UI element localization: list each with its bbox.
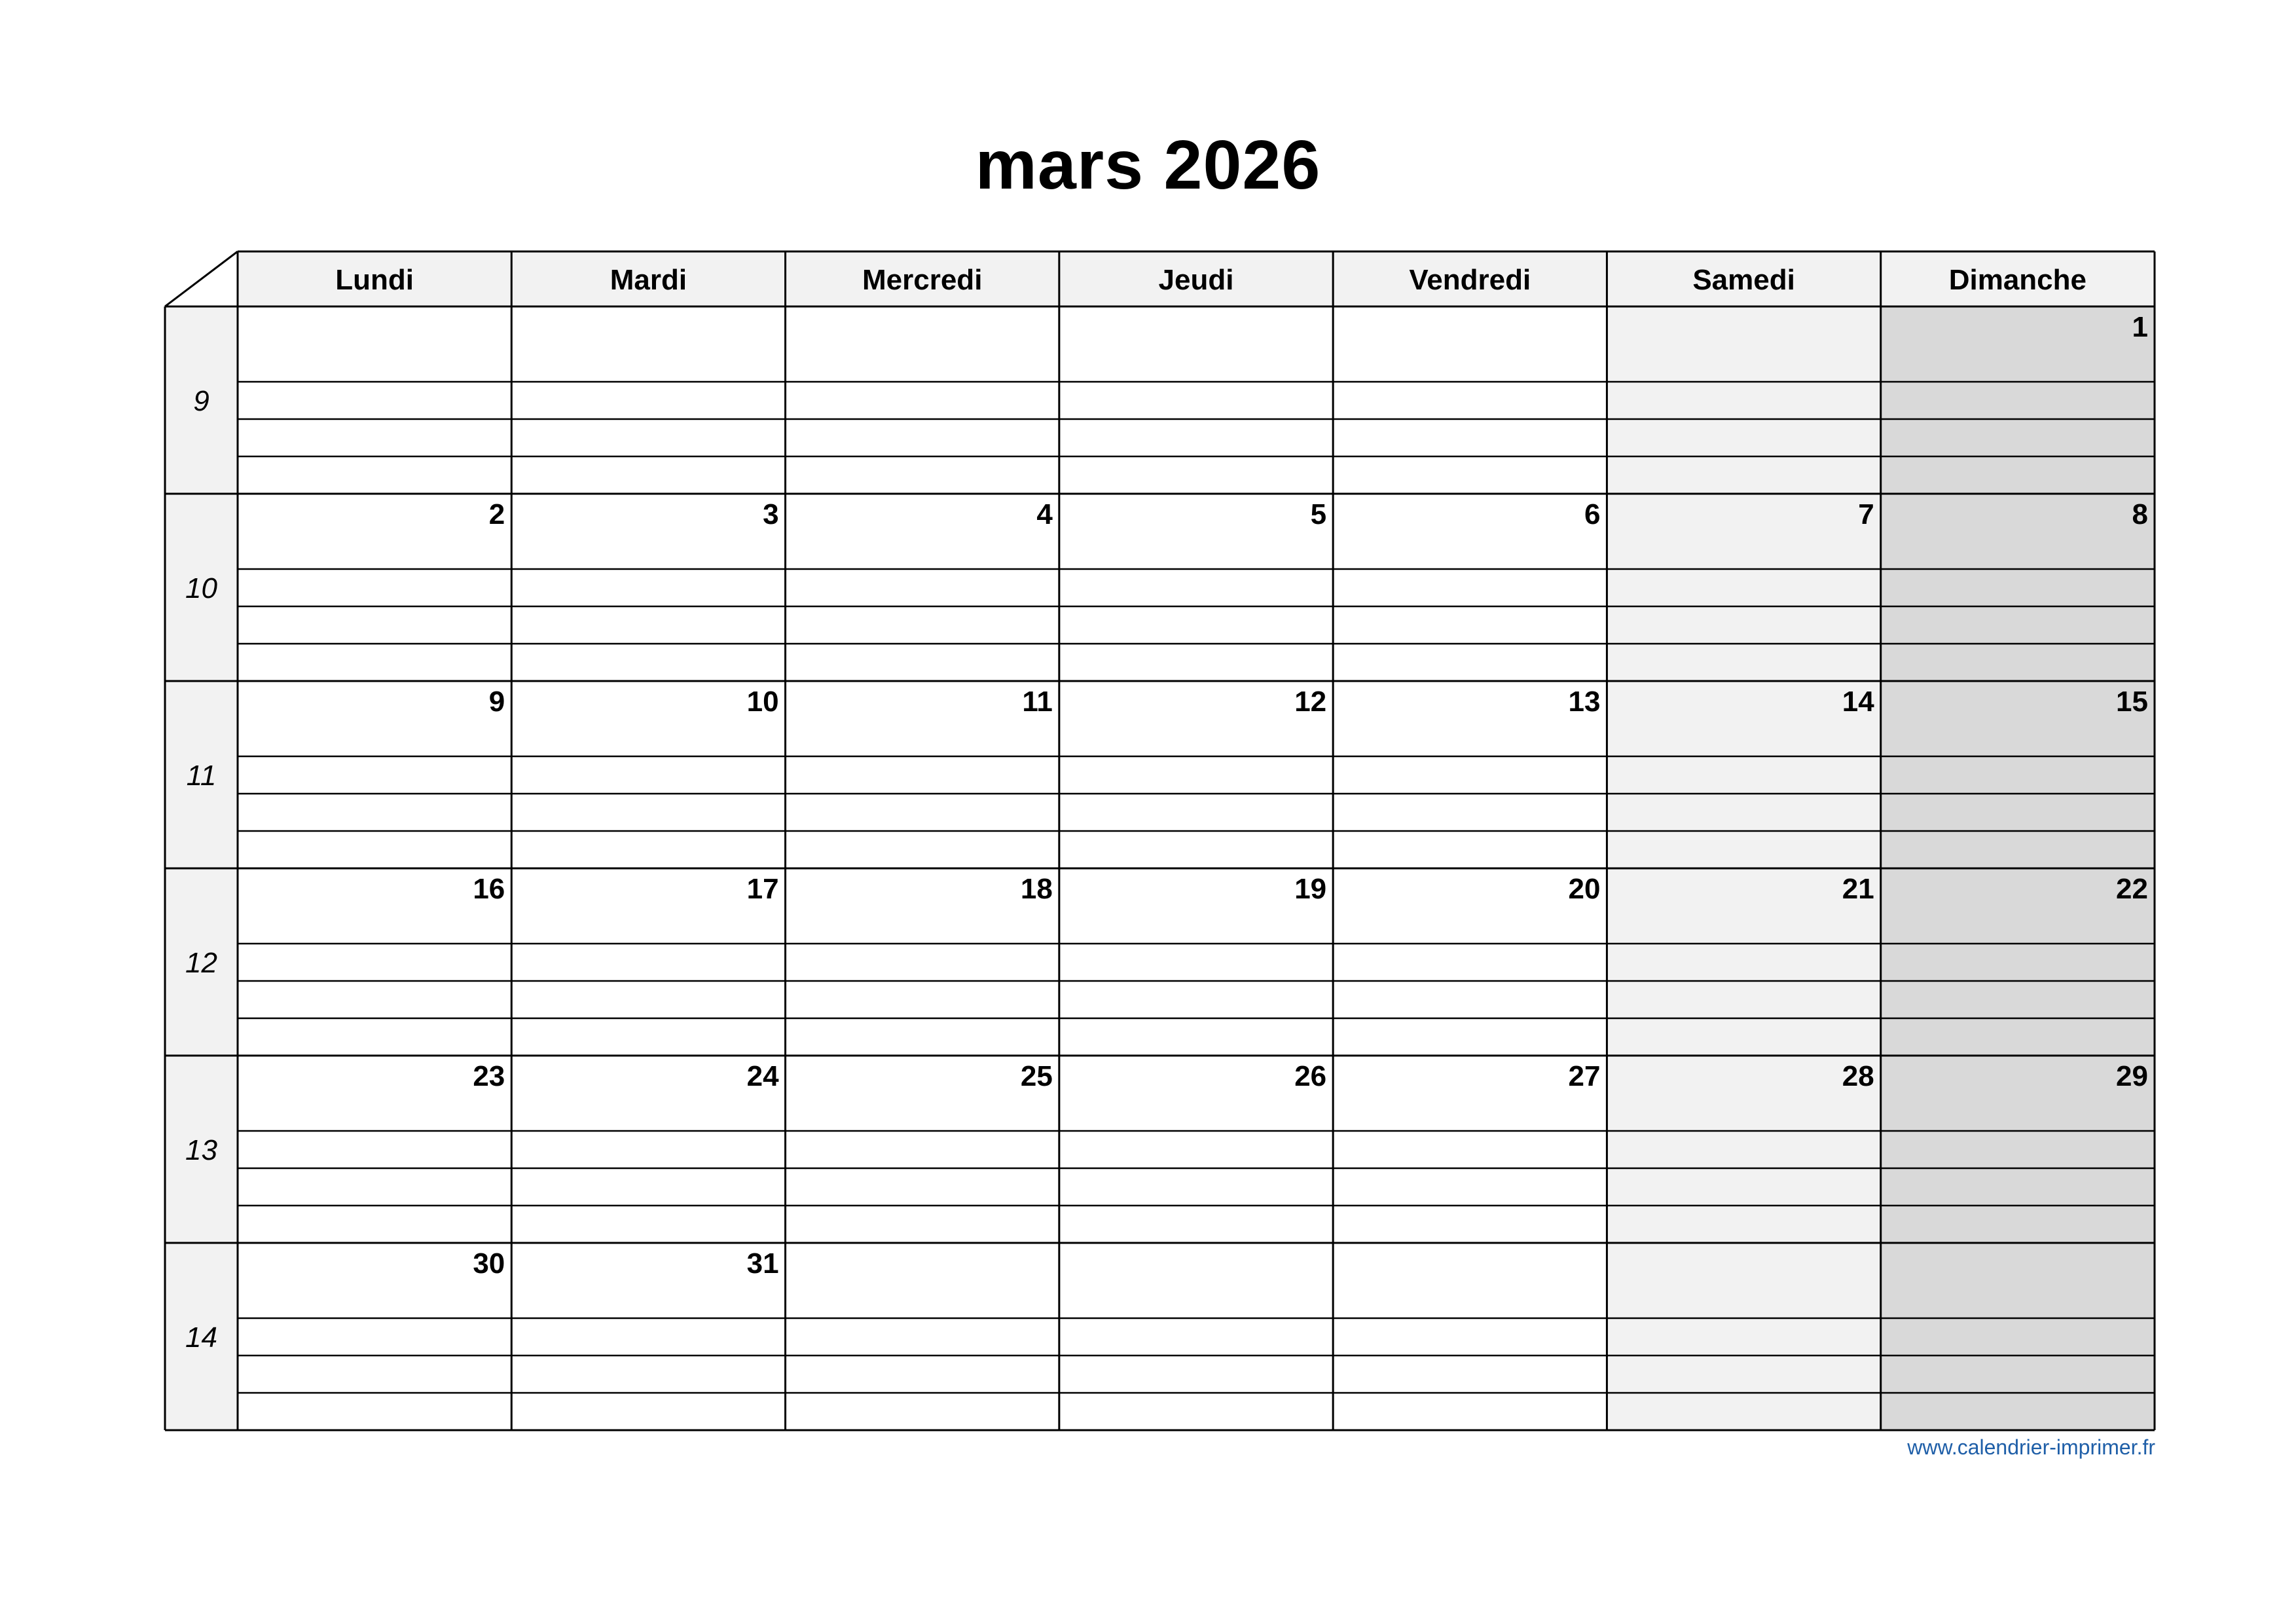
day-number: 2 (488, 498, 505, 530)
day-number: 10 (746, 686, 779, 718)
day-number: 29 (2116, 1060, 2148, 1092)
day-number: 6 (1584, 498, 1601, 530)
day-number: 23 (473, 1060, 505, 1092)
website-link[interactable]: www.calendrier-imprimer.fr (1907, 1435, 2155, 1459)
week-number: 13 (185, 1134, 217, 1166)
day-number: 20 (1568, 873, 1601, 905)
week-number: 12 (185, 947, 217, 979)
day-number: 7 (1858, 498, 1874, 530)
day-number: 16 (473, 873, 505, 905)
day-number: 13 (1568, 686, 1601, 718)
day-number: 19 (1294, 873, 1327, 905)
day-number: 14 (1842, 686, 1874, 718)
day-number: 11 (1022, 686, 1053, 718)
day-number: 26 (1294, 1060, 1327, 1092)
week-number: 11 (186, 760, 217, 792)
day-number: 17 (746, 873, 779, 905)
day-number: 24 (746, 1060, 779, 1092)
weekday-header-7: Dimanche (1948, 264, 2087, 296)
weekday-header-2: Mardi (610, 264, 687, 296)
week-number: 9 (193, 385, 210, 417)
day-number: 9 (488, 686, 505, 718)
day-number: 30 (473, 1247, 505, 1280)
calendar-title: mars 2026 (975, 126, 1321, 204)
day-number: 28 (1842, 1060, 1874, 1092)
day-number: 1 (2132, 311, 2148, 343)
day-number: 5 (1310, 498, 1327, 530)
day-number: 8 (2132, 498, 2148, 530)
day-number: 18 (1020, 873, 1053, 905)
day-number: 27 (1568, 1060, 1601, 1092)
weekday-header-5: Vendredi (1409, 264, 1531, 296)
day-number: 21 (1842, 873, 1874, 905)
day-number: 15 (2116, 686, 2148, 718)
weekday-header-3: Mercredi (862, 264, 983, 296)
week-number: 10 (185, 572, 217, 604)
day-number: 25 (1020, 1060, 1053, 1092)
day-number: 12 (1294, 686, 1327, 718)
day-number: 3 (763, 498, 779, 530)
day-number: 22 (2116, 873, 2148, 905)
weekday-header-1: Lundi (335, 264, 414, 296)
weekday-header-6: Samedi (1692, 264, 1795, 296)
day-number: 4 (1036, 498, 1053, 530)
weekday-header-4: Jeudi (1158, 264, 1234, 296)
week-number: 14 (185, 1321, 217, 1354)
corner-diagonal (165, 251, 238, 306)
day-number: 31 (746, 1247, 779, 1280)
